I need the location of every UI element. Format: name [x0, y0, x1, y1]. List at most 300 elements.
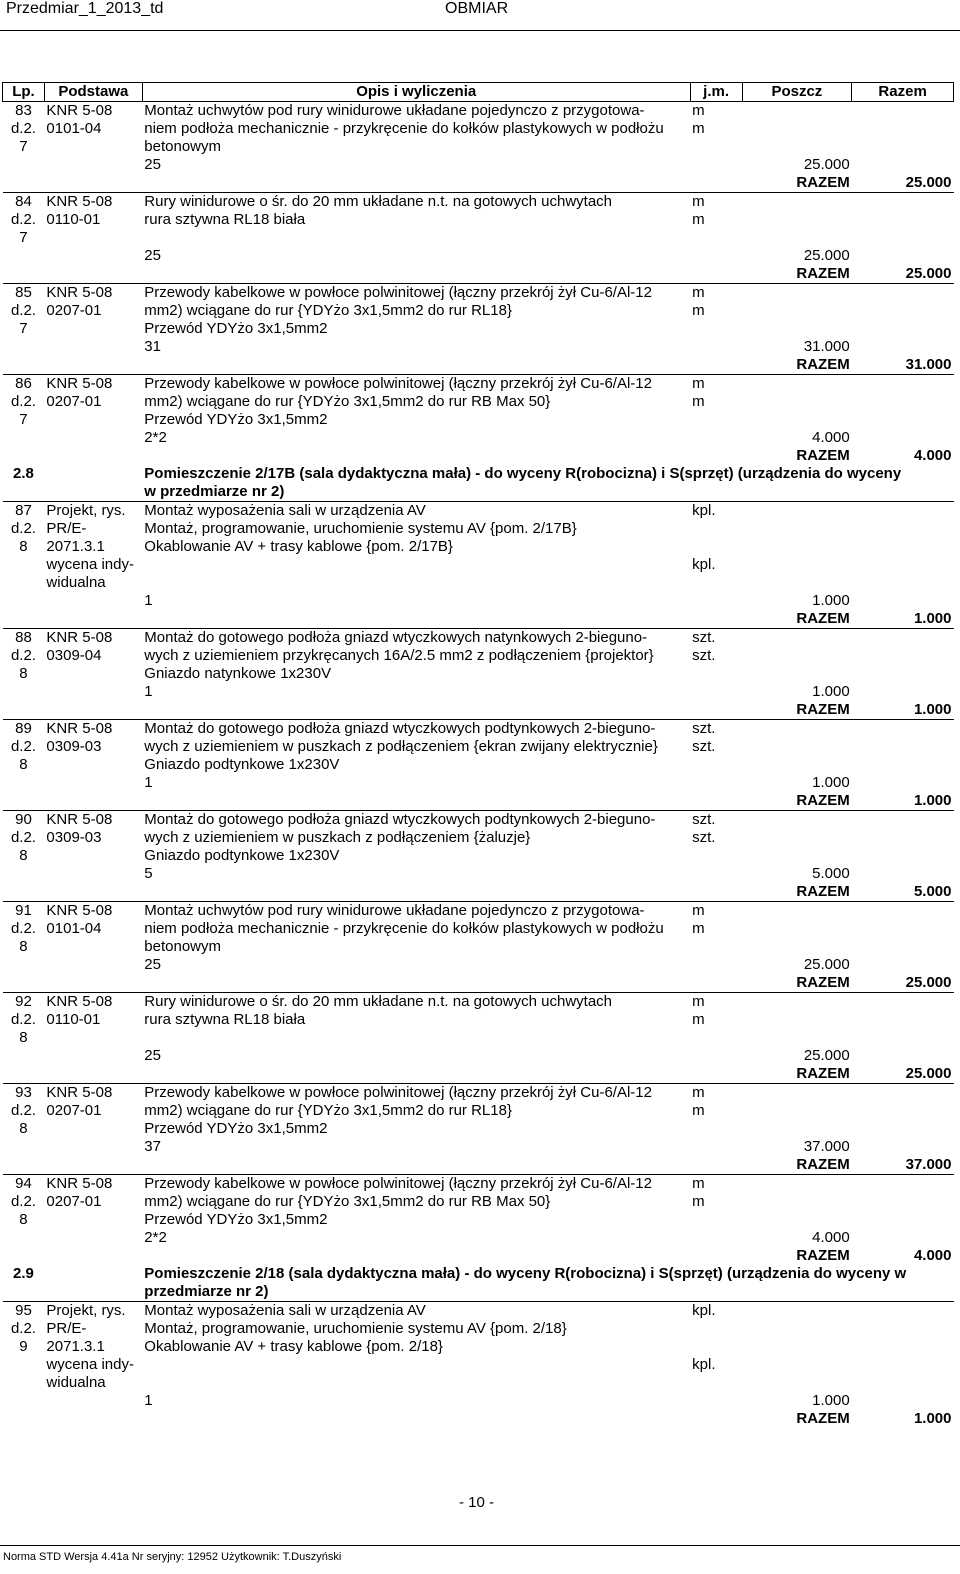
partial-spacer — [744, 229, 850, 247]
description-line: Montaż, programowanie, uruchomienie systemu AV {pom. 2/17B} — [144, 520, 577, 537]
partial-spacer — [744, 1011, 850, 1029]
calc-expression: 2*2 — [144, 429, 167, 446]
razem-label: RAZEM — [796, 883, 850, 900]
partial-value: 25.000 — [803, 1047, 850, 1064]
partial-spacer — [744, 920, 850, 938]
item-basis — [44, 902, 142, 993]
calc-unit: szt. — [692, 647, 716, 664]
description-line: Przewody kabelkowe w powłoce polwinitowej (łączny przekrój żył Cu-6/Al-12 — [144, 284, 652, 301]
calc-expression: 5 — [144, 865, 153, 882]
item-lp-lp2: d.2. — [10, 520, 36, 537]
item-total — [852, 902, 954, 993]
total-spacer-extra — [854, 574, 952, 592]
item-row — [3, 102, 954, 193]
item-basis — [44, 629, 142, 720]
razem-label: RAZEM — [796, 1156, 850, 1173]
description-line: Przewody kabelkowe w powłoce polwinitowej (łączny przekrój żył Cu-6/Al-12 — [144, 375, 652, 392]
partial-spacer — [744, 138, 850, 156]
description-line: Przewód YDYżo 3x1,5mm2 — [144, 320, 328, 337]
razem-label: RAZEM — [796, 1065, 850, 1082]
item-basis-p2: 0110-01 — [46, 211, 101, 228]
calc-expression: 2*2 — [144, 1229, 167, 1246]
item-partial — [742, 1175, 852, 1266]
total-value: 31.000 — [905, 356, 952, 373]
razem-label: RAZEM — [796, 447, 850, 464]
item-row — [3, 1175, 954, 1266]
item-lp-lp2: d.2. — [10, 120, 36, 137]
total-spacer — [854, 1320, 952, 1338]
item-basis — [44, 102, 142, 193]
total-spacer — [854, 829, 952, 847]
total-spacer — [854, 938, 952, 956]
description-line: Montaż wyposażenia sali w urządzenia AV — [144, 502, 426, 519]
partial-value: 25.000 — [803, 956, 850, 973]
item-lp-lp: 84 — [15, 193, 32, 210]
item-lp-lp2: d.2. — [10, 1011, 36, 1028]
item-basis-p1: KNR 5-08 — [46, 720, 113, 737]
item-lp-lp3: 8 — [19, 938, 28, 955]
item-row — [3, 902, 954, 993]
razem-label: RAZEM — [796, 610, 850, 627]
item-row — [3, 375, 954, 466]
item-basis-p4: wycena indy- — [46, 1356, 134, 1373]
section-row — [3, 465, 954, 502]
description-line: Przewód YDYżo 3x1,5mm2 — [144, 1211, 328, 1228]
description-line: mm2) wciągane do rur {YDYżo 3x1,5mm2 do rur RL18} — [144, 302, 512, 319]
item-basis — [44, 720, 142, 811]
item-lp-lp: 89 — [15, 720, 32, 737]
total-spacer — [854, 629, 952, 647]
item-total — [852, 1175, 954, 1266]
item-description — [142, 102, 690, 193]
razem-label: RAZEM — [796, 974, 850, 991]
total-spacer — [854, 683, 952, 701]
item-basis — [44, 284, 142, 375]
item-lp-lp: 90 — [15, 811, 32, 828]
calc-row — [144, 865, 688, 883]
unit-value: kpl. — [692, 1302, 716, 1319]
unit-spacer-extra — [692, 1320, 740, 1338]
total-spacer — [854, 902, 952, 920]
partial-value: 31.000 — [803, 338, 850, 355]
total-value: 5.000 — [913, 883, 952, 900]
item-basis — [44, 1175, 142, 1266]
item-row — [3, 993, 954, 1084]
item-row — [3, 720, 954, 811]
item-partial — [742, 193, 852, 284]
description-line: Gniazdo natynkowe 1x230V — [144, 665, 332, 682]
item-basis-p2: 0207-01 — [46, 1102, 102, 1119]
item-partial — [742, 284, 852, 375]
item-basis-p5: widualna — [46, 574, 106, 591]
description-line: niem podłoża mechanicznie - przykręcenie do kołków plastykowych w podłożu — [144, 120, 664, 137]
item-lp-lp: 88 — [15, 629, 32, 646]
total-value: 1.000 — [913, 792, 952, 809]
total-spacer — [854, 1011, 952, 1029]
partial-spacer — [744, 938, 850, 956]
unit-spacer-extra — [692, 1338, 740, 1356]
footer-divider — [0, 1545, 960, 1546]
item-row — [3, 502, 954, 629]
item-basis-p1: KNR 5-08 — [46, 375, 113, 392]
total-value: 1.000 — [913, 1410, 952, 1427]
col-header-total: Razem — [852, 83, 954, 102]
item-row — [3, 284, 954, 375]
partial-spacer-extra — [744, 1356, 850, 1374]
calc-row — [144, 1229, 688, 1247]
section-number: 2.8 — [13, 465, 34, 482]
partial-spacer — [744, 1338, 850, 1356]
item-lp — [3, 993, 45, 1084]
item-basis — [44, 1084, 142, 1175]
total-spacer — [854, 375, 952, 393]
item-lp — [3, 193, 45, 284]
partial-spacer-extra — [744, 574, 850, 592]
calc-row — [144, 956, 688, 974]
total-spacer — [854, 393, 952, 411]
item-lp — [3, 1175, 45, 1266]
item-lp-lp3: 8 — [19, 1211, 28, 1228]
item-basis-p5: widualna — [46, 1374, 106, 1391]
calc-row — [144, 247, 688, 265]
calc-unit: m — [692, 211, 705, 228]
partial-spacer — [744, 756, 850, 774]
item-unit — [690, 1084, 742, 1175]
razem-label: RAZEM — [796, 356, 850, 373]
item-unit — [690, 902, 742, 993]
description-line: mm2) wciągane do rur {YDYżo 3x1,5mm2 do rur RB Max 50} — [144, 1193, 551, 1210]
calc-unit: m — [692, 302, 705, 319]
item-description — [142, 902, 690, 993]
description-line: Przewody kabelkowe w powłoce polwinitowej (łączny przekrój żył Cu-6/Al-12 — [144, 1084, 652, 1101]
item-basis-p2: 0207-01 — [46, 302, 102, 319]
item-lp-lp3: 8 — [19, 847, 28, 864]
item-basis-p3: 2071.3.1 — [46, 1338, 105, 1355]
calc-unit: szt. — [692, 829, 716, 846]
section-title-line: w przedmiarze nr 2) — [144, 483, 285, 500]
total-spacer — [854, 556, 952, 574]
item-lp-lp3: 7 — [19, 411, 28, 428]
item-total — [852, 811, 954, 902]
item-basis-p1: KNR 5-08 — [46, 1084, 113, 1101]
unit-value: m — [692, 193, 705, 210]
unit-spacer-extra — [692, 538, 740, 556]
item-total — [852, 102, 954, 193]
total-spacer — [854, 920, 952, 938]
description-line: Rury winidurowe o śr. do 20 mm układane n.t. na gotowych uchwytach — [144, 993, 613, 1010]
item-lp-lp2: d.2. — [10, 1320, 36, 1337]
description-line: Przewody kabelkowe w powłoce polwinitowej (łączny przekrój żył Cu-6/Al-12 — [144, 1175, 652, 1192]
total-spacer — [854, 1084, 952, 1102]
calc-expression: 1 — [144, 683, 153, 700]
item-unit — [690, 993, 742, 1084]
description-line: Gniazdo podtynkowe 1x230V — [144, 847, 340, 864]
item-unit — [690, 1175, 742, 1266]
partial-spacer — [744, 411, 850, 429]
item-description — [142, 193, 690, 284]
page-number: - 10 - — [459, 1494, 495, 1511]
item-basis-p2: 0309-03 — [46, 738, 102, 755]
item-basis — [44, 811, 142, 902]
razem-label: RAZEM — [796, 1247, 850, 1264]
calc-expression: 25 — [144, 956, 161, 973]
partial-spacer — [744, 847, 850, 865]
item-lp-lp: 95 — [15, 1302, 32, 1319]
item-unit — [690, 375, 742, 466]
calc-unit: m — [692, 120, 705, 137]
calc-unit: m — [692, 393, 705, 410]
partial-spacer — [744, 811, 850, 829]
item-total — [852, 284, 954, 375]
item-lp-lp: 93 — [15, 1084, 32, 1101]
partial-spacer — [744, 1193, 850, 1211]
doc-section-title: OBMIAR — [445, 0, 509, 17]
item-basis-p2: 0309-03 — [46, 829, 102, 846]
total-value: 4.000 — [913, 447, 952, 464]
item-lp — [3, 720, 45, 811]
total-spacer — [854, 1047, 952, 1065]
item-lp — [3, 1302, 45, 1429]
total-spacer — [854, 247, 952, 265]
section-title — [142, 465, 953, 502]
partial-spacer — [744, 1029, 850, 1047]
item-description — [142, 720, 690, 811]
unit-value: szt. — [692, 629, 716, 646]
item-lp-lp2: d.2. — [10, 829, 36, 846]
partial-spacer — [744, 629, 850, 647]
item-row — [3, 629, 954, 720]
total-value: 25.000 — [905, 265, 952, 282]
partial-spacer — [744, 1084, 850, 1102]
section-title-line: przedmiarze nr 2) — [144, 1283, 269, 1300]
total-spacer — [854, 102, 952, 120]
item-unit — [690, 193, 742, 284]
item-basis — [44, 993, 142, 1084]
total-spacer — [854, 847, 952, 865]
partial-spacer — [744, 375, 850, 393]
item-row — [3, 193, 954, 284]
item-total — [852, 1084, 954, 1175]
item-lp-lp2: d.2. — [10, 393, 36, 410]
partial-spacer — [744, 302, 850, 320]
partial-spacer — [744, 1175, 850, 1193]
total-spacer — [854, 756, 952, 774]
item-unit — [690, 1302, 742, 1429]
unit-value: m — [692, 1175, 705, 1192]
item-basis — [44, 1302, 142, 1429]
item-description — [142, 811, 690, 902]
item-lp-lp2: d.2. — [10, 647, 36, 664]
calc-expression: 25 — [144, 1047, 161, 1064]
item-partial — [742, 811, 852, 902]
calc-row — [144, 592, 688, 610]
total-spacer — [854, 774, 952, 792]
item-basis-p2: 0110-01 — [46, 1011, 101, 1028]
calc-unit: m — [692, 1011, 705, 1028]
total-spacer — [854, 1029, 952, 1047]
item-basis — [44, 375, 142, 466]
total-spacer — [854, 320, 952, 338]
item-lp — [3, 284, 45, 375]
partial-spacer — [744, 538, 850, 556]
section-title — [142, 1265, 953, 1302]
item-lp — [3, 1084, 45, 1175]
partial-value: 37.000 — [803, 1138, 850, 1155]
total-spacer — [854, 193, 952, 211]
total-spacer — [854, 865, 952, 883]
partial-spacer — [744, 1320, 850, 1338]
item-lp — [3, 811, 45, 902]
item-description — [142, 1175, 690, 1266]
item-basis-p2: 0207-01 — [46, 393, 102, 410]
unit-value: m — [692, 375, 705, 392]
partial-spacer — [744, 665, 850, 683]
description-line: Montaż uchwytów pod rury winidurowe układane pojedynczo z przygotowa- — [144, 902, 645, 919]
item-basis-p4: wycena indy- — [46, 556, 134, 573]
section-spacer — [44, 1265, 142, 1302]
description-spacer — [144, 1356, 688, 1392]
item-description — [142, 502, 690, 629]
item-lp-lp3: 7 — [19, 229, 28, 246]
total-spacer — [854, 538, 952, 556]
description-line: wych z uziemieniem w puszkach z podłączeniem {ekran zwijany elektrycznie} — [144, 738, 658, 755]
partial-spacer — [744, 193, 850, 211]
description-line: betonowym — [144, 938, 221, 955]
col-header-basis: Podstawa — [44, 83, 142, 102]
item-lp — [3, 902, 45, 993]
item-basis-p1: KNR 5-08 — [46, 1175, 113, 1192]
item-basis — [44, 502, 142, 629]
total-spacer — [854, 156, 952, 174]
item-lp-lp2: d.2. — [10, 302, 36, 319]
section-title-line: Pomieszczenie 2/18 (sala dydaktyczna mała) - do wyceny R(robocizna) i S(sprzęt) (urządzenia do wyceny w — [144, 1265, 907, 1282]
description-line: Przewód YDYżo 3x1,5mm2 — [144, 411, 328, 428]
item-lp-lp2: d.2. — [10, 1193, 36, 1210]
razem-label: RAZEM — [796, 701, 850, 718]
item-lp-lp3: 7 — [19, 320, 28, 337]
total-value: 1.000 — [913, 701, 952, 718]
item-lp — [3, 375, 45, 466]
partial-spacer — [744, 1120, 850, 1138]
item-basis-p1: KNR 5-08 — [46, 993, 113, 1010]
partial-value: 1.000 — [812, 1392, 850, 1409]
partial-value: 25.000 — [803, 156, 850, 173]
total-spacer — [854, 1229, 952, 1247]
total-spacer — [854, 284, 952, 302]
item-partial — [742, 102, 852, 193]
item-unit — [690, 720, 742, 811]
description-line: Montaż wyposażenia sali w urządzenia AV — [144, 1302, 426, 1319]
item-basis-p1: KNR 5-08 — [46, 902, 113, 919]
item-lp-lp: 87 — [15, 502, 32, 519]
calc-unit: kpl. — [692, 556, 716, 573]
partial-spacer — [744, 720, 850, 738]
total-spacer-extra — [854, 1374, 952, 1392]
partial-value: 4.000 — [812, 429, 850, 446]
item-lp-lp3: 8 — [19, 756, 28, 773]
item-basis-p1: KNR 5-08 — [46, 193, 113, 210]
bill-of-quantities-table — [2, 82, 954, 1428]
item-basis-p2: PR/E- — [46, 520, 87, 537]
item-basis-p2: PR/E- — [46, 1320, 87, 1337]
calc-expression: 37 — [144, 1138, 161, 1155]
partial-spacer — [744, 211, 850, 229]
item-lp-lp3: 8 — [19, 538, 28, 555]
total-value: 4.000 — [913, 1247, 952, 1264]
description-line — [144, 1029, 688, 1047]
col-header-partial: Poszcz — [742, 83, 852, 102]
calc-unit: m — [692, 920, 705, 937]
description-line: Montaż do gotowego podłoża gniazd wtyczkowych podtynkowych 2-bieguno- — [144, 811, 656, 828]
item-lp-lp3: 7 — [19, 138, 28, 155]
partial-spacer — [744, 102, 850, 120]
item-partial — [742, 502, 852, 629]
col-header-unit: j.m. — [690, 83, 742, 102]
item-lp-lp2: d.2. — [10, 920, 36, 937]
partial-value: 1.000 — [812, 774, 850, 791]
partial-spacer — [744, 284, 850, 302]
calc-unit: kpl. — [692, 1356, 716, 1373]
description-line: Montaż do gotowego podłoża gniazd wtyczkowych podtynkowych 2-bieguno- — [144, 720, 656, 737]
software-footer: Norma STD Wersja 4.41a Nr seryjny: 12952 Użytkownik: T.Duszyński — [3, 1551, 342, 1563]
section-row — [3, 1265, 954, 1302]
item-basis-p2: 0309-04 — [46, 647, 102, 664]
item-lp-lp: 83 — [15, 102, 32, 119]
item-total — [852, 1302, 954, 1429]
total-value: 25.000 — [905, 974, 952, 991]
partial-spacer — [744, 829, 850, 847]
item-lp-lp: 94 — [15, 1175, 32, 1192]
item-lp-lp: 86 — [15, 375, 32, 392]
description-line: rura sztywna RL18 biała — [144, 1011, 306, 1028]
calc-expression: 1 — [144, 1392, 153, 1409]
item-partial — [742, 720, 852, 811]
total-spacer — [854, 520, 952, 538]
partial-spacer — [744, 502, 850, 520]
description-line: Przewód YDYżo 3x1,5mm2 — [144, 1120, 328, 1137]
partial-spacer — [744, 1211, 850, 1229]
calc-expression: 1 — [144, 774, 153, 791]
item-basis-p2: 0207-01 — [46, 1193, 102, 1210]
total-spacer — [854, 647, 952, 665]
item-row — [3, 1084, 954, 1175]
item-lp — [3, 102, 45, 193]
calc-unit: m — [692, 1193, 705, 1210]
calc-expression: 1 — [144, 592, 153, 609]
partial-value: 25.000 — [803, 247, 850, 264]
item-partial — [742, 902, 852, 993]
item-lp-lp3: 8 — [19, 1029, 28, 1046]
section-number: 2.9 — [13, 1265, 34, 1282]
item-lp-lp3: 8 — [19, 665, 28, 682]
calc-unit: m — [692, 1102, 705, 1119]
partial-spacer — [744, 393, 850, 411]
unit-value: szt. — [692, 720, 716, 737]
razem-label: RAZEM — [796, 265, 850, 282]
item-description — [142, 375, 690, 466]
item-total — [852, 193, 954, 284]
partial-spacer — [744, 993, 850, 1011]
item-description — [142, 993, 690, 1084]
partial-spacer — [744, 520, 850, 538]
total-spacer — [854, 229, 952, 247]
total-spacer — [854, 1338, 952, 1356]
partial-value: 5.000 — [812, 865, 850, 882]
total-spacer — [854, 738, 952, 756]
partial-spacer — [744, 1302, 850, 1320]
partial-value: 1.000 — [812, 592, 850, 609]
item-partial — [742, 993, 852, 1084]
